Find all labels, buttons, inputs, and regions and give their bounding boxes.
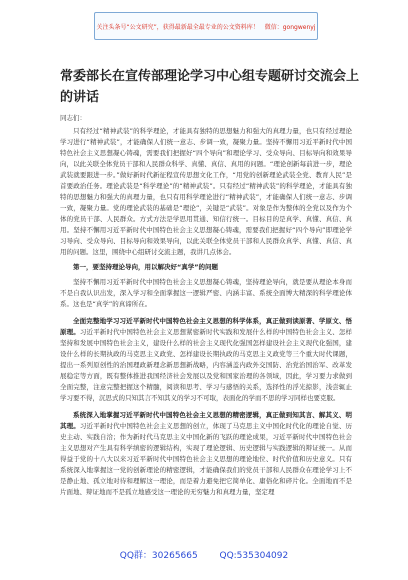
footer-qq-group: QQ群：30265665 bbox=[119, 551, 198, 561]
promo-banner-wechat: 微信：gongwenyj bbox=[264, 23, 316, 31]
document-body bbox=[60, 113, 352, 498]
paragraph-lead: 全面完整地学习习近平新时代中国特色社会主义思想的科学体系，真正做到读原著、学原文、悟原理。 bbox=[60, 317, 352, 336]
paragraph-complete-study bbox=[60, 316, 352, 404]
promo-banner-text: 关注头条号“公文研究”，获得最新最全最专业的公文资料库！ bbox=[96, 23, 259, 31]
paragraph-body: 习近平新时代中国特色社会主义思想紧密新时代实践和发展什么样的中国特色社会主义、怎样坚持和发展中国特色社会主义，建设什么样的社会主义现代化强国怎样建设社会主义现代化强国，建设什么样的长期执政的马克思主义政党、怎样建设长期执政的马克思主义政党等三个重大时代课题，提出一系列原创性的治国理政新理念新思想新战略，内容涵盖内政外交国防、治党治国治军、改革发展稳定等方面，既有整体推进我国经济社会发展以及党和国家治理的各领域，因此，学习要力求做到全面完整，注意完整把握这个精髓，阅读和思考、学习与感悟的关系，选择性的浮光掠影，浅尝辄止学习要不得，沉思式的只知其言不知其义的学习不可取，表面化的学而不思的学习同样也要克服。 bbox=[60, 328, 353, 402]
salutation: 同志们： bbox=[60, 114, 86, 122]
section1-paragraph: 坚持不懈用习近平新时代中国特色社会主义思想凝心铸魂，坚持理论导向，就是要从理论本身而不是自我认识出发，深入学习和全面掌握这一逻辑严密、内涵丰富、系统全面博大精深的科学理论体系。这也是“真学”的真谛所在。 bbox=[60, 278, 352, 308]
document-title: 常委部长在宣传部理论学习中心组专题研讨交流会上的讲话 bbox=[60, 69, 360, 105]
promo-banner bbox=[94, 12, 318, 40]
section-heading-1: 第一，要坚持理论导向，用以解决好“真学”的问题 bbox=[73, 263, 219, 271]
paragraph-logic-study bbox=[60, 410, 352, 498]
footer-qq-number: QQ:535304092 bbox=[219, 551, 289, 561]
intro-paragraph: 只有经过“精神武装”的科学理论，才能具有独特的思想魅力和强大的真理力量，也只有经过理论学习进行“精神武装”，才能确保人们统一意志、步调一致，凝聚力量。坚持不懈用习近平新时代中国特色社会主义思想凝心铸魂，需要我们把握好“四个导向”和理论学习、受众导向、目标导向和效果导向，以此关联全体党员干部和人民群众科学、真懂、真信、真用的问题。“理论创新每前进一步，理论武装就要跟进一步。”做好新时代新征程宣传思想文化工作，“用党的创新理论武装全党、教育人民”是首要政治任务。理论武装是“科学理论”的“精神武装”。只有经过“精神武装”的科学理论，才能具有独特的思想魅力和强大的真理力量，也只有用科学理论进行“精神武装”，才能确保人们统一意志、步调一致，凝聚力量。党的理论武装的基础是“理论”，关键是“武装”。对象是作为整体的全党以及作为个体的党员干部、人民群众。方式方法是学思用贯通、知信行统一。目标目的是真学、真懂、真信、真用。坚持不懈用习近平新时代中国特色社会主义思想凝心铸魂，需要我们把握好“四个导向”即理论学习导向、受众导向、目标导向和效果导向，以此关联全体党员干部和人民群众真学、真懂、真信、真用的问题。这里，围绕中心组研讨交流主题，我讲几点体会。 bbox=[60, 127, 352, 256]
footer-contact bbox=[0, 548, 408, 561]
paragraph-lead: 系统深入地掌握习近平新时代中国特色社会主义思想的精密逻辑，真正做到知其言、解其义、明其理。 bbox=[60, 411, 352, 430]
paragraph-body: 习近平新时代中国特色社会主义思想的创立，体现了马克思主义中国化时代化的理论自觉、历史主动、实践自洽；作为新时代马克思主义中国化新的飞跃的理论成果，习近平新时代中国特色社会主义思想对产生具有科学缜密的逻辑结构，实现了理论逻辑、历史逻辑与实践逻辑的辩证统一。从而得益于党的十八大以来习近平新时代中国特色社会主义思想的理论地位、时代价值和历史意义。只有系统深入地掌握这一党的创新理论的精密逻辑，才能确保我们的党员干部和人民群众在理论学习上不是静止地、孤立地对待和理解这一理论，而是着力避免把它简单化、庸俗化和碎片化。全面地而不是片面地、辩证地而不是孤立地感受这一理论的无穷魅力和真理力量，坚定理 bbox=[60, 422, 353, 496]
